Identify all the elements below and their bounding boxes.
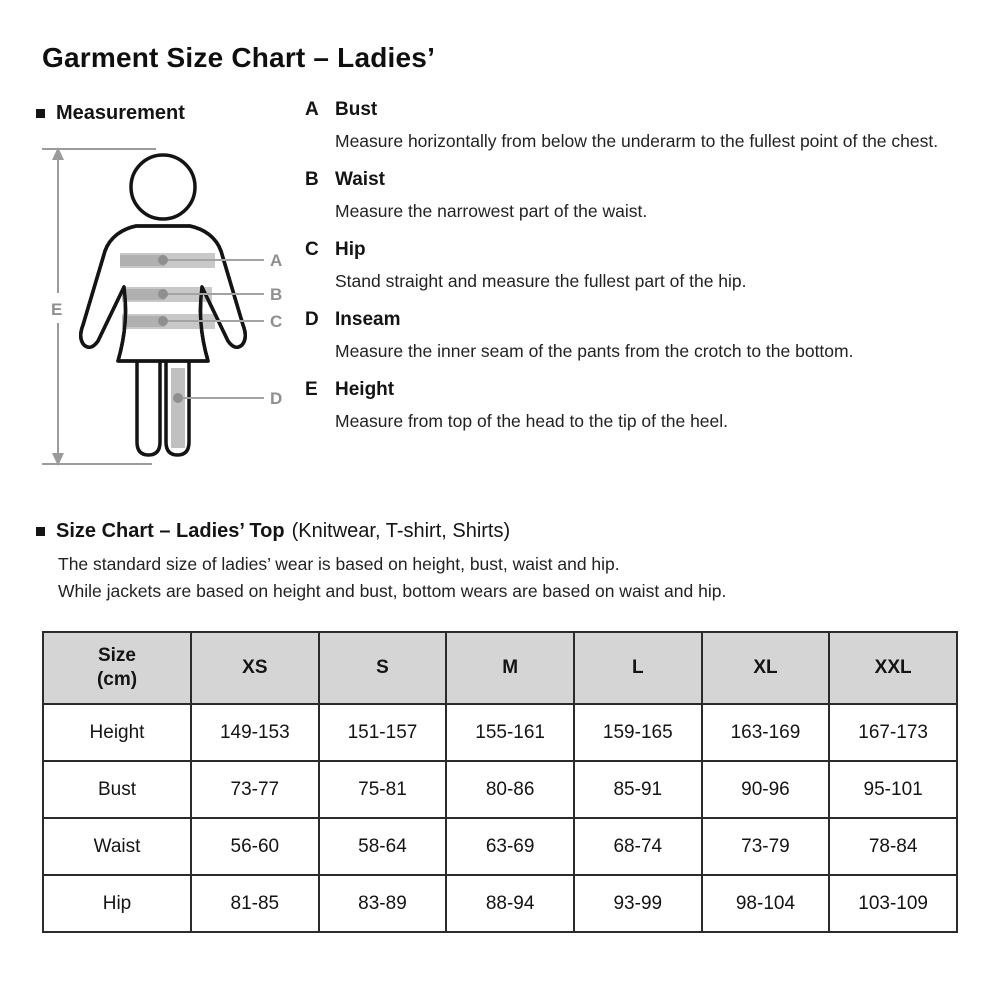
definition-letter: A — [305, 99, 319, 120]
cm-label: (cm) — [96, 669, 138, 690]
definition-description: Measure horizontally from below the underarm to the fullest point of the chest. — [335, 131, 939, 151]
size-chart-intro — [58, 551, 726, 605]
diagram-label-a: A — [270, 251, 283, 270]
intro-line-2: While jackets are based on height and bust, bottom wears are based on waist and hip. — [58, 581, 727, 601]
header-cell-xs: XS — [191, 632, 319, 704]
square-bullet-icon — [36, 527, 45, 536]
diagram-label-e: E — [51, 300, 63, 319]
definition-term: Bust — [335, 99, 378, 120]
definition-item-height — [305, 379, 983, 435]
table-cell: 167-173 — [829, 704, 957, 761]
definition-term: Waist — [335, 169, 385, 190]
definition-letter: E — [305, 379, 318, 400]
definition-term: Hip — [335, 239, 366, 260]
table-row-hip — [43, 875, 957, 932]
definition-description: Measure from top of the head to the tip of the heel. — [335, 411, 729, 431]
header-cell-size-cm — [43, 632, 191, 704]
table-cell: 149-153 — [191, 704, 319, 761]
header-cell-xxl: XXL — [829, 632, 957, 704]
definition-description: Measure the narrowest part of the waist. — [335, 201, 648, 221]
table-cell: 90-96 — [702, 761, 830, 818]
table-cell: 75-81 — [319, 761, 447, 818]
definition-letter: B — [305, 169, 319, 190]
table-cell: 73-77 — [191, 761, 319, 818]
diagram-label-c: C — [270, 312, 283, 331]
table-cell: 83-89 — [319, 875, 447, 932]
header-cell-s: S — [319, 632, 447, 704]
measurement-definitions — [305, 99, 983, 449]
size-label: Size — [97, 645, 137, 666]
definition-letter: D — [305, 309, 319, 330]
table-cell: 78-84 — [829, 818, 957, 875]
table-cell: 155-161 — [446, 704, 574, 761]
table-cell: 88-94 — [446, 875, 574, 932]
definition-item-hip — [305, 239, 983, 295]
table-cell: 151-157 — [319, 704, 447, 761]
definition-item-inseam — [305, 309, 983, 365]
row-label: Height — [43, 704, 191, 761]
table-cell: 81-85 — [191, 875, 319, 932]
size-chart-heading-note: (Knitwear, T-shirt, Shirts) — [291, 520, 511, 542]
diagram-label-d: D — [270, 389, 283, 408]
table-row-height — [43, 704, 957, 761]
header-cell-m: M — [446, 632, 574, 704]
definition-description: Stand straight and measure the fullest part of the hip. — [335, 271, 747, 291]
square-bullet-icon — [36, 109, 45, 118]
row-label: Waist — [43, 818, 191, 875]
table-cell: 163-169 — [702, 704, 830, 761]
header-cell-xl: XL — [702, 632, 830, 704]
table-cell: 159-165 — [574, 704, 702, 761]
size-chart-table — [42, 631, 958, 933]
table-cell: 56-60 — [191, 818, 319, 875]
measurement-section-heading — [36, 102, 185, 125]
definition-term: Height — [335, 379, 395, 400]
measurement-heading-label: Measurement — [56, 102, 185, 124]
table-row-waist — [43, 818, 957, 875]
table-cell: 68-74 — [574, 818, 702, 875]
table-cell: 93-99 — [574, 875, 702, 932]
diagram-label-b: B — [270, 285, 283, 304]
table-cell: 98-104 — [702, 875, 830, 932]
intro-line-1: The standard size of ladies’ wear is based on height, bust, waist and hip. — [58, 554, 620, 574]
table-row-bust — [43, 761, 957, 818]
table-cell: 58-64 — [319, 818, 447, 875]
table-cell: 95-101 — [829, 761, 957, 818]
body-measurement-diagram — [30, 135, 290, 485]
size-chart-section-heading — [36, 520, 510, 543]
definition-description: Measure the inner seam of the pants from the crotch to the bottom. — [335, 341, 854, 361]
page-title: Garment Size Chart – Ladies’ — [42, 42, 436, 73]
definition-term: Inseam — [335, 309, 401, 330]
size-chart-heading-label: Size Chart – Ladies’ Top — [56, 520, 285, 542]
table-cell: 103-109 — [829, 875, 957, 932]
header-cell-l: L — [574, 632, 702, 704]
definition-item-bust — [305, 99, 983, 155]
row-label: Bust — [43, 761, 191, 818]
definition-item-waist — [305, 169, 983, 225]
figure-head — [131, 155, 195, 219]
table-cell: 63-69 — [446, 818, 574, 875]
row-label: Hip — [43, 875, 191, 932]
table-cell: 80-86 — [446, 761, 574, 818]
table-cell: 85-91 — [574, 761, 702, 818]
table-header-row — [43, 632, 957, 704]
inseam-band — [171, 368, 185, 448]
table-cell: 73-79 — [702, 818, 830, 875]
definition-letter: C — [305, 239, 319, 260]
